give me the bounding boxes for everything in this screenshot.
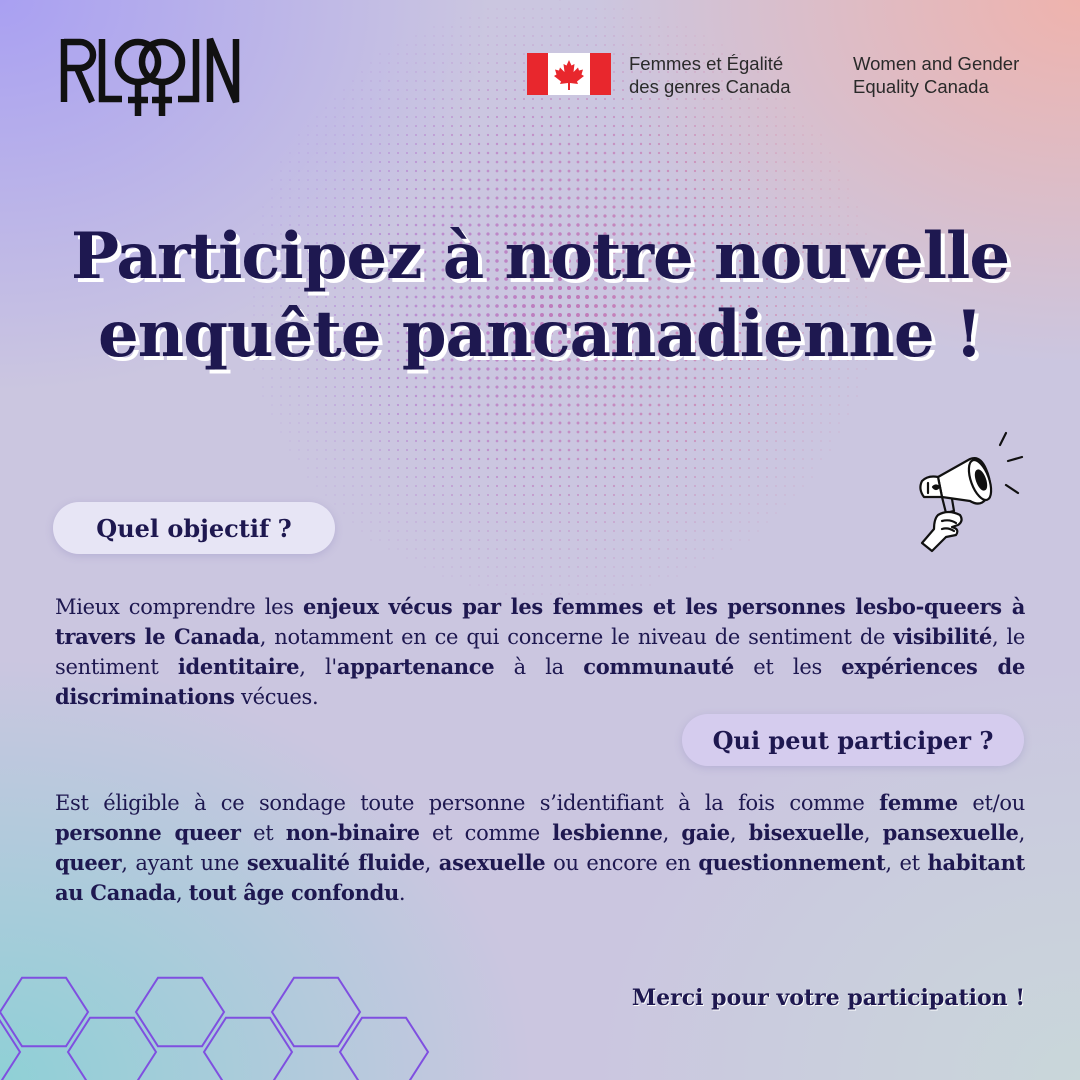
body-text: , [662,821,682,845]
rlooin-logo-mark [58,36,243,118]
thank-you-message: Merci pour votre participation ! [631,985,1025,1011]
emphasis-text: sexualité fluide [246,850,425,875]
emphasis-text: lesbienne [552,820,663,845]
gov-name-french [629,52,853,98]
rlooin-logo [58,36,243,122]
eligibility-paragraph [55,788,1025,908]
emphasis-text: non-binaire [285,820,420,845]
body-text: et comme [419,821,553,845]
body-text: à la [494,655,584,679]
section-heading-objective-text: Quel objectif ? [96,513,292,543]
gov-fr-line-1: Femmes et Égalité [629,53,784,74]
page-title [0,218,1080,374]
hexagon-outline [340,1018,428,1080]
canada-flag-icon [527,53,611,95]
body-text: Est éligible à ce sondage toute personne s’identifiant à la fois comme [55,791,880,815]
body-text: , l' [299,655,337,679]
gov-en-line-2: Equality Canada [853,76,989,97]
emphasis-text: femme [879,790,958,815]
hexagon-outline [204,1018,292,1080]
body-text: , ayant une [121,851,247,875]
emphasis-text: questionnement [698,850,886,875]
emphasis-text: appartenance [336,654,495,679]
hexagon-outline [68,1018,156,1080]
section-heading-objective [53,502,335,554]
gov-en-line-1: Women and Gender [853,53,1020,74]
hexagon-pattern [0,960,440,1080]
section-heading-eligibility-text: Qui peut participer ? [712,725,994,755]
emphasis-text: habitant au Canada [55,850,1025,905]
body-text: , [1018,821,1025,845]
body-text: , [729,821,749,845]
emphasis-text: communauté [583,654,734,679]
body-text: , et [885,851,928,875]
emphasis-text: queer [55,850,122,875]
section-heading-eligibility [682,714,1024,766]
megaphone-icon [908,425,1038,565]
title-line-2: enquête pancanadienne ! [98,297,982,372]
government-identifier [527,52,1063,98]
hexagon-outline [272,978,360,1047]
body-text: vécues. [234,685,319,709]
body-text: , [863,821,883,845]
emphasis-text: visibilité [893,624,992,649]
body-text: Mieux comprendre les [55,595,303,619]
body-text: , [175,881,189,905]
emphasis-text: asexuelle [438,850,546,875]
body-text: . [398,881,406,905]
body-text: , [424,851,439,875]
hexagon-outline [0,978,88,1047]
emphasis-text: gaie [681,820,730,845]
emphasis-text: expériences de discriminations [55,654,1025,709]
emphasis-text: pansexuelle [882,820,1019,845]
gov-name-english [853,52,1063,98]
emphasis-text: bisexuelle [748,820,864,845]
hexagon-outline [136,978,224,1047]
body-text: et/ou [957,791,1025,815]
body-text: ou encore en [545,851,699,875]
body-text: , le sentiment [55,625,1026,679]
body-text: et [240,821,286,845]
body-text: , notamment en ce qui concerne le niveau de sentiment de [259,625,894,649]
emphasis-text: personne queer [55,820,241,845]
emphasis-text: tout âge confondu [188,880,399,905]
emphasis-text: identitaire [177,654,300,679]
body-text: et les [733,655,842,679]
emphasis-text: enjeux vécus par les femmes et les personnes lesbo-queers à travers le Canada [55,594,1025,649]
title-line-1: Participez à notre nouvelle [70,219,1010,294]
objective-paragraph [55,592,1025,712]
gov-fr-line-2: des genres Canada [629,76,791,97]
